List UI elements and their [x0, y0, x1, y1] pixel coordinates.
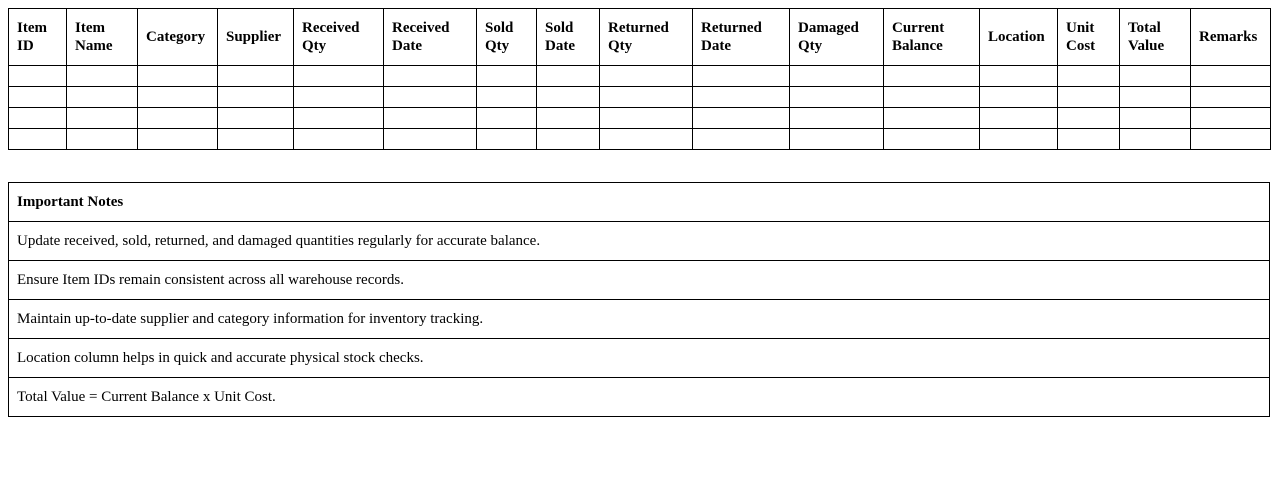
- table-cell[interactable]: [693, 129, 790, 150]
- table-cell[interactable]: [294, 87, 384, 108]
- table-cell[interactable]: [790, 87, 884, 108]
- table-cell[interactable]: [980, 66, 1058, 87]
- table-cell[interactable]: [477, 87, 537, 108]
- header-unit-cost: Unit Cost: [1058, 9, 1120, 66]
- table-cell[interactable]: [1191, 108, 1271, 129]
- table-cell[interactable]: [537, 87, 600, 108]
- note-row: [9, 378, 1270, 417]
- table-cell[interactable]: [790, 129, 884, 150]
- table-cell[interactable]: [693, 108, 790, 129]
- table-cell[interactable]: [9, 108, 67, 129]
- table-row: [9, 108, 1271, 129]
- table-cell[interactable]: [1120, 66, 1191, 87]
- table-cell[interactable]: [294, 129, 384, 150]
- notes-title-row: [9, 183, 1270, 222]
- table-cell[interactable]: [138, 66, 218, 87]
- table-cell[interactable]: [693, 87, 790, 108]
- note-row: [9, 339, 1270, 378]
- table-cell[interactable]: [9, 129, 67, 150]
- header-location: Location: [980, 9, 1058, 66]
- table-cell[interactable]: [884, 66, 980, 87]
- table-cell[interactable]: [790, 66, 884, 87]
- header-sold-date: Sold Date: [537, 9, 600, 66]
- inventory-table: [8, 8, 1271, 150]
- table-cell[interactable]: [1120, 108, 1191, 129]
- table-cell[interactable]: [477, 129, 537, 150]
- note-text: Update received, sold, returned, and damaged quantities regularly for accurate balance.: [9, 222, 1270, 261]
- table-cell[interactable]: [600, 87, 693, 108]
- table-cell[interactable]: [1191, 129, 1271, 150]
- notes-table: [8, 182, 1270, 417]
- table-cell[interactable]: [138, 87, 218, 108]
- note-text: Maintain up-to-date supplier and category information for inventory tracking.: [9, 300, 1270, 339]
- table-cell[interactable]: [600, 108, 693, 129]
- table-cell[interactable]: [980, 87, 1058, 108]
- table-cell[interactable]: [218, 66, 294, 87]
- header-returned-qty: Returned Qty: [600, 9, 693, 66]
- header-category: Category: [138, 9, 218, 66]
- table-cell[interactable]: [980, 108, 1058, 129]
- header-current-balance: Current Balance: [884, 9, 980, 66]
- table-cell[interactable]: [384, 108, 477, 129]
- table-cell[interactable]: [537, 66, 600, 87]
- table-cell[interactable]: [138, 108, 218, 129]
- note-row: [9, 261, 1270, 300]
- header-sold-qty: Sold Qty: [477, 9, 537, 66]
- header-returned-date: Returned Date: [693, 9, 790, 66]
- table-cell[interactable]: [1191, 66, 1271, 87]
- header-received-date: Received Date: [384, 9, 477, 66]
- table-cell[interactable]: [884, 129, 980, 150]
- table-cell[interactable]: [600, 129, 693, 150]
- table-cell[interactable]: [693, 66, 790, 87]
- table-cell[interactable]: [1058, 87, 1120, 108]
- table-cell[interactable]: [9, 87, 67, 108]
- table-cell[interactable]: [537, 129, 600, 150]
- table-row: [9, 129, 1271, 150]
- inventory-header-row: [9, 9, 1271, 66]
- note-text: Total Value = Current Balance x Unit Cost.: [9, 378, 1270, 417]
- table-cell[interactable]: [790, 108, 884, 129]
- note-text: Location column helps in quick and accurate physical stock checks.: [9, 339, 1270, 378]
- table-cell[interactable]: [884, 87, 980, 108]
- table-row: [9, 66, 1271, 87]
- table-cell[interactable]: [218, 129, 294, 150]
- note-row: [9, 222, 1270, 261]
- table-cell[interactable]: [67, 66, 138, 87]
- header-received-qty: Received Qty: [294, 9, 384, 66]
- header-damaged-qty: Damaged Qty: [790, 9, 884, 66]
- table-cell[interactable]: [980, 129, 1058, 150]
- table-cell[interactable]: [67, 108, 138, 129]
- table-cell[interactable]: [1120, 87, 1191, 108]
- header-remarks: Remarks: [1191, 9, 1271, 66]
- table-cell[interactable]: [537, 108, 600, 129]
- header-item-name: Item Name: [67, 9, 138, 66]
- table-cell[interactable]: [9, 66, 67, 87]
- header-supplier: Supplier: [218, 9, 294, 66]
- notes-title: Important Notes: [9, 183, 1270, 222]
- table-cell[interactable]: [218, 108, 294, 129]
- table-cell[interactable]: [1058, 129, 1120, 150]
- table-cell[interactable]: [384, 129, 477, 150]
- table-cell[interactable]: [294, 108, 384, 129]
- table-cell[interactable]: [218, 87, 294, 108]
- header-item-id: Item ID: [9, 9, 67, 66]
- header-total-value: Total Value: [1120, 9, 1191, 66]
- table-cell[interactable]: [477, 66, 537, 87]
- table-cell[interactable]: [884, 108, 980, 129]
- table-cell[interactable]: [1058, 66, 1120, 87]
- table-cell[interactable]: [1191, 87, 1271, 108]
- table-cell[interactable]: [600, 66, 693, 87]
- note-text: Ensure Item IDs remain consistent across all warehouse records.: [9, 261, 1270, 300]
- table-cell[interactable]: [1120, 129, 1191, 150]
- table-cell[interactable]: [138, 129, 218, 150]
- table-cell[interactable]: [384, 87, 477, 108]
- note-row: [9, 300, 1270, 339]
- table-cell[interactable]: [294, 66, 384, 87]
- table-cell[interactable]: [1058, 108, 1120, 129]
- table-cell[interactable]: [384, 66, 477, 87]
- inventory-body: [9, 66, 1271, 150]
- table-cell[interactable]: [67, 87, 138, 108]
- table-cell[interactable]: [67, 129, 138, 150]
- table-cell[interactable]: [477, 108, 537, 129]
- table-row: [9, 87, 1271, 108]
